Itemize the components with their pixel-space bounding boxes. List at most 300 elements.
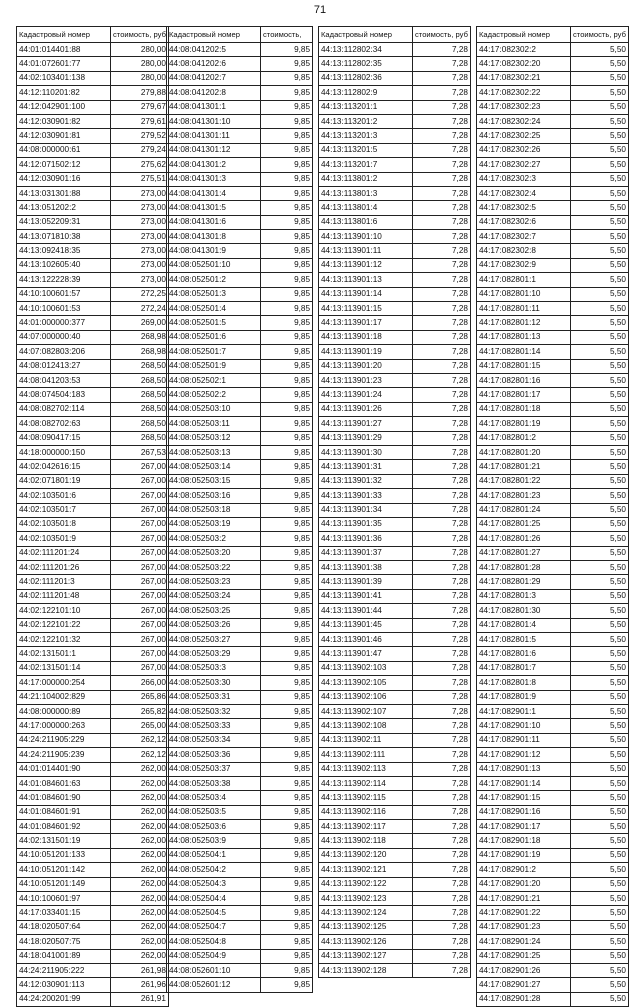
cost-value: 7,28 [413,633,471,647]
cost-value: 9,85 [261,172,313,186]
cadastral-number: 44:02:103501:7 [17,503,111,517]
table-row [477,733,629,747]
cadastral-number: 44:13:113901:44 [319,604,413,618]
table-row [319,86,471,100]
table-row [477,791,629,805]
table-row [167,863,313,877]
cadastral-number: 44:02:111201:3 [17,575,111,589]
table-row [477,143,629,157]
cost-value: 5,50 [571,460,629,474]
cadastral-number: 44:02:103501:6 [17,489,111,503]
table-row [477,834,629,848]
table-row [477,158,629,172]
cost-value: 9,85 [261,892,313,906]
cost-value: 5,50 [571,661,629,675]
cadastral-number: 44:07:082803:206 [17,345,111,359]
cost-value: 9,85 [261,633,313,647]
cadastral-number: 44:17:082302:26 [477,143,571,157]
cadastral-number: 44:13:113201:3 [319,129,413,143]
table-row [167,330,313,344]
table-row [167,575,313,589]
cadastral-number: 44:12:030901:82 [17,114,111,128]
cost-value: 7,28 [413,373,471,387]
table-row [319,704,471,718]
table-row [167,244,313,258]
cost-value: 5,50 [571,431,629,445]
cost-value: 262,00 [111,820,169,834]
table-row [319,863,471,877]
table-row [17,949,169,963]
table-row [319,820,471,834]
cadastral-number: 44:13:113901:34 [319,503,413,517]
table-row [319,273,471,287]
cost-value: 7,28 [413,517,471,531]
cadastral-number: 44:08:052503:34 [167,733,261,747]
cadastral-number: 44:17:082901:20 [477,877,571,891]
table-row [167,633,313,647]
table-row [167,445,313,459]
table-row [477,690,629,704]
cost-value: 5,50 [571,676,629,690]
table-row [17,892,169,906]
cost-value: 7,28 [413,258,471,272]
table-row [477,661,629,675]
table-row [477,805,629,819]
cost-value: 9,85 [261,906,313,920]
table-row [167,489,313,503]
table-row [167,733,313,747]
cadastral-number: 44:17:082302:8 [477,244,571,258]
cost-value: 7,28 [413,172,471,186]
cost-value: 9,85 [261,460,313,474]
table-row [167,906,313,920]
cadastral-table-3 [318,26,471,978]
cadastral-number: 44:17:082801:26 [477,532,571,546]
header-cadastral-number: Кадастровый номер [319,27,413,43]
cost-value: 9,85 [261,834,313,848]
cost-value: 5,50 [571,791,629,805]
table-row [167,834,313,848]
cadastral-number: 44:08:000000:89 [17,704,111,718]
cost-value: 9,85 [261,661,313,675]
table-row [319,848,471,862]
table-row [477,273,629,287]
table-row [17,719,169,733]
cadastral-number: 44:18:041001:89 [17,949,111,963]
cadastral-number: 44:18:000000:150 [17,445,111,459]
cost-value: 9,85 [261,158,313,172]
table-row [319,143,471,157]
table-row [319,805,471,819]
cost-value: 9,85 [261,489,313,503]
cost-value: 7,28 [413,57,471,71]
table-row [477,460,629,474]
cost-value: 9,85 [261,445,313,459]
table-row [17,186,169,200]
cadastral-number: 44:13:113901:26 [319,402,413,416]
cadastral-number: 44:17:082801:1 [477,273,571,287]
cadastral-number: 44:17:082801:13 [477,330,571,344]
cadastral-number: 44:17:082302:5 [477,201,571,215]
table-row [17,129,169,143]
table-row [17,820,169,834]
cadastral-number: 44:10:100601:57 [17,287,111,301]
table-row [167,647,313,661]
cost-value: 5,50 [571,273,629,287]
cost-value: 5,50 [571,215,629,229]
cost-value: 7,28 [413,949,471,963]
cost-value: 275,62 [111,158,169,172]
cadastral-number: 44:13:112802:35 [319,57,413,71]
cost-value: 262,00 [111,920,169,934]
cadastral-number: 44:13:113901:47 [319,647,413,661]
cadastral-number: 44:08:052503:3 [167,661,261,675]
cost-value: 9,85 [261,230,313,244]
table-row [477,57,629,71]
cost-value: 5,50 [571,417,629,431]
table-row [167,129,313,143]
table-row [477,474,629,488]
cost-value: 7,28 [413,676,471,690]
table-row [167,964,313,978]
cadastral-number: 44:13:113902:106 [319,690,413,704]
table-row [319,158,471,172]
cadastral-number: 44:08:041301:2 [167,158,261,172]
table-row [167,43,313,57]
table-row [17,532,169,546]
cost-value: 268,50 [111,431,169,445]
table-row [319,834,471,848]
cost-value: 5,50 [571,71,629,85]
table-row [17,690,169,704]
table-row [167,57,313,71]
cost-value: 7,28 [413,114,471,128]
cost-value: 273,00 [111,230,169,244]
cost-value: 7,28 [413,302,471,316]
cost-value: 7,28 [413,935,471,949]
cost-value: 9,85 [261,676,313,690]
table-row [477,949,629,963]
cost-value: 5,50 [571,834,629,848]
table-row [319,748,471,762]
table-row [167,920,313,934]
table-row [477,920,629,934]
cadastral-number: 44:02:131501:14 [17,661,111,675]
table-row [319,604,471,618]
cadastral-number: 44:13:113901:46 [319,633,413,647]
cost-value: 7,28 [413,215,471,229]
cadastral-number: 44:08:090417:15 [17,431,111,445]
table-row [17,388,169,402]
table-row [477,316,629,330]
cadastral-number: 44:17:082801:4 [477,618,571,632]
table-row [167,676,313,690]
table-row [17,230,169,244]
table-row [17,618,169,632]
cadastral-number: 44:10:051201:149 [17,877,111,891]
table-row [17,330,169,344]
cadastral-number: 44:12:030901:81 [17,129,111,143]
table-row [319,661,471,675]
table-row [17,43,169,57]
cadastral-number: 44:08:052503:15 [167,474,261,488]
table-row [319,172,471,186]
cadastral-number: 44:17:082801:18 [477,402,571,416]
table-row [319,892,471,906]
cost-value: 9,85 [261,316,313,330]
table-row [477,172,629,186]
cadastral-number: 44:17:082901:17 [477,820,571,834]
table-row [319,762,471,776]
cost-value: 7,28 [413,964,471,978]
table-row [167,604,313,618]
cadastral-number: 44:17:082302:4 [477,186,571,200]
cadastral-number: 44:13:051202:2 [17,201,111,215]
table-row [167,417,313,431]
cadastral-number: 44:13:113902:127 [319,949,413,963]
cost-value: 5,50 [571,848,629,862]
table-row [17,474,169,488]
cost-value: 5,50 [571,316,629,330]
table-row [477,863,629,877]
table-row [477,820,629,834]
cadastral-number: 44:17:000000:254 [17,676,111,690]
cost-value: 7,28 [413,546,471,560]
table-row [17,575,169,589]
cost-value: 7,28 [413,100,471,114]
cost-value: 268,50 [111,402,169,416]
table-row [17,877,169,891]
cadastral-number: 44:13:113902:11 [319,733,413,747]
cost-value: 267,00 [111,661,169,675]
cadastral-number: 44:13:071810:38 [17,230,111,244]
cadastral-number: 44:17:082901:24 [477,935,571,949]
cost-value: 9,85 [261,100,313,114]
cost-value: 5,50 [571,906,629,920]
table-row [477,964,629,978]
cost-value: 9,85 [261,417,313,431]
table-row [17,791,169,805]
cadastral-number: 44:08:041301:11 [167,129,261,143]
cost-value: 9,85 [261,733,313,747]
cadastral-number: 44:08:052503:4 [167,791,261,805]
table-row [477,302,629,316]
cost-value: 279,88 [111,86,169,100]
cadastral-number: 44:17:082801:19 [477,417,571,431]
table-row [477,589,629,603]
cadastral-number: 44:08:041301:9 [167,244,261,258]
cost-value: 5,50 [571,359,629,373]
cost-value: 7,28 [413,345,471,359]
cost-value: 9,85 [261,690,313,704]
table-row [319,690,471,704]
cadastral-number: 44:08:052504:9 [167,949,261,963]
cost-value: 267,00 [111,474,169,488]
table-row [167,791,313,805]
cadastral-number: 44:08:052503:11 [167,417,261,431]
cost-value: 262,00 [111,863,169,877]
cadastral-number: 44:08:052503:24 [167,589,261,603]
cost-value: 5,50 [571,647,629,661]
table-row [167,503,313,517]
cadastral-number: 44:08:052503:25 [167,604,261,618]
cadastral-number: 44:13:113901:14 [319,287,413,301]
cost-value: 5,50 [571,402,629,416]
cadastral-number: 44:02:111201:48 [17,589,111,603]
cadastral-number: 44:13:113201:1 [319,100,413,114]
cadastral-number: 44:08:052503:29 [167,647,261,661]
cost-value: 5,50 [571,575,629,589]
cost-value: 7,28 [413,201,471,215]
table-row [17,86,169,100]
cadastral-number: 44:17:082801:28 [477,561,571,575]
table-row [17,906,169,920]
cost-value: 279,67 [111,100,169,114]
table-row [477,877,629,891]
cost-value: 7,28 [413,359,471,373]
cadastral-number: 44:08:052503:2 [167,532,261,546]
cost-value: 268,98 [111,330,169,344]
table-row [319,733,471,747]
cost-value: 267,00 [111,589,169,603]
cost-value: 7,28 [413,460,471,474]
table-row [17,805,169,819]
cost-value: 5,50 [571,258,629,272]
cadastral-number: 44:21:104002:829 [17,690,111,704]
cadastral-number: 44:08:041202:8 [167,86,261,100]
table-row [477,546,629,560]
cadastral-number: 44:17:082801:2 [477,431,571,445]
cost-value: 279,61 [111,114,169,128]
cost-value: 268,50 [111,373,169,387]
table-row [477,575,629,589]
cadastral-number: 44:08:052503:9 [167,834,261,848]
cadastral-number: 44:17:082801:24 [477,503,571,517]
cadastral-number: 44:24:211905:222 [17,964,111,978]
cadastral-number: 44:13:113801:3 [319,186,413,200]
cadastral-number: 44:17:082801:21 [477,460,571,474]
cost-value: 7,28 [413,704,471,718]
cadastral-number: 44:08:041301:3 [167,172,261,186]
cadastral-number: 44:08:052503:6 [167,820,261,834]
table-row [477,517,629,531]
table-row [167,532,313,546]
cadastral-number: 44:17:082901:13 [477,762,571,776]
cost-value: 7,28 [413,445,471,459]
cost-value: 5,50 [571,186,629,200]
cost-value: 9,85 [261,302,313,316]
cost-value: 275,51 [111,172,169,186]
cadastral-number: 44:07:000000:40 [17,330,111,344]
cadastral-number: 44:13:112802:9 [319,86,413,100]
cost-value: 7,28 [413,762,471,776]
cadastral-number: 44:08:000000:61 [17,143,111,157]
cadastral-number: 44:13:113902:124 [319,906,413,920]
table-row [17,431,169,445]
table-row [477,186,629,200]
table-row [167,546,313,560]
cadastral-number: 44:17:082801:11 [477,302,571,316]
table-row [167,114,313,128]
cadastral-number: 44:13:113902:122 [319,877,413,891]
table-row [319,57,471,71]
cadastral-number: 44:17:082801:16 [477,373,571,387]
cost-value: 9,85 [261,964,313,978]
cost-value: 9,85 [261,978,313,992]
cadastral-number: 44:13:113901:12 [319,258,413,272]
cost-value: 5,50 [571,230,629,244]
table-row [477,287,629,301]
cadastral-number: 44:13:092418:35 [17,244,111,258]
cadastral-number: 44:13:031301:88 [17,186,111,200]
cadastral-number: 44:08:052503:14 [167,460,261,474]
cadastral-number: 44:08:052503:19 [167,517,261,531]
cost-value: 9,85 [261,388,313,402]
cost-value: 265,82 [111,704,169,718]
cost-value: 9,85 [261,345,313,359]
cost-value: 262,00 [111,776,169,790]
cadastral-number: 44:02:122101:22 [17,618,111,632]
table-row [319,100,471,114]
table-row [319,445,471,459]
cost-value: 5,50 [571,589,629,603]
table-row [319,43,471,57]
cost-value: 9,85 [261,359,313,373]
cadastral-number: 44:08:041301:6 [167,215,261,229]
table-row [167,273,313,287]
table-row [167,661,313,675]
table-row [477,719,629,733]
table-row [167,258,313,272]
cadastral-number: 44:17:082901:27 [477,978,571,992]
cost-value: 5,50 [571,733,629,747]
cadastral-number: 44:13:122228:39 [17,273,111,287]
table-row [167,892,313,906]
table-row [319,949,471,963]
table-row [167,776,313,790]
cadastral-number: 44:17:082901:1 [477,704,571,718]
table-row [319,776,471,790]
cadastral-number: 44:12:030901:16 [17,172,111,186]
cost-value: 7,28 [413,776,471,790]
cost-value: 5,50 [571,762,629,776]
cadastral-number: 44:01:084601:63 [17,776,111,790]
cost-value: 5,50 [571,892,629,906]
cadastral-number: 44:08:052503:37 [167,762,261,776]
cost-value: 7,28 [413,129,471,143]
cadastral-number: 44:13:113901:38 [319,561,413,575]
cadastral-number: 44:13:113901:24 [319,388,413,402]
cost-value: 9,85 [261,143,313,157]
cadastral-number: 44:08:052504:3 [167,877,261,891]
cadastral-number: 44:17:082302:23 [477,100,571,114]
table-row [319,302,471,316]
cadastral-number: 44:08:041301:12 [167,143,261,157]
cadastral-number: 44:08:052501:9 [167,359,261,373]
cost-value: 5,50 [571,86,629,100]
cost-value: 5,50 [571,143,629,157]
cost-value: 9,85 [261,402,313,416]
table-row [319,589,471,603]
cost-value: 9,85 [261,546,313,560]
cadastral-number: 44:17:082901:2 [477,863,571,877]
table-row [167,71,313,85]
cost-value: 262,00 [111,791,169,805]
table-row [167,460,313,474]
cadastral-number: 44:13:113902:105 [319,676,413,690]
cadastral-number: 44:13:102605:40 [17,258,111,272]
cost-value: 7,28 [413,287,471,301]
